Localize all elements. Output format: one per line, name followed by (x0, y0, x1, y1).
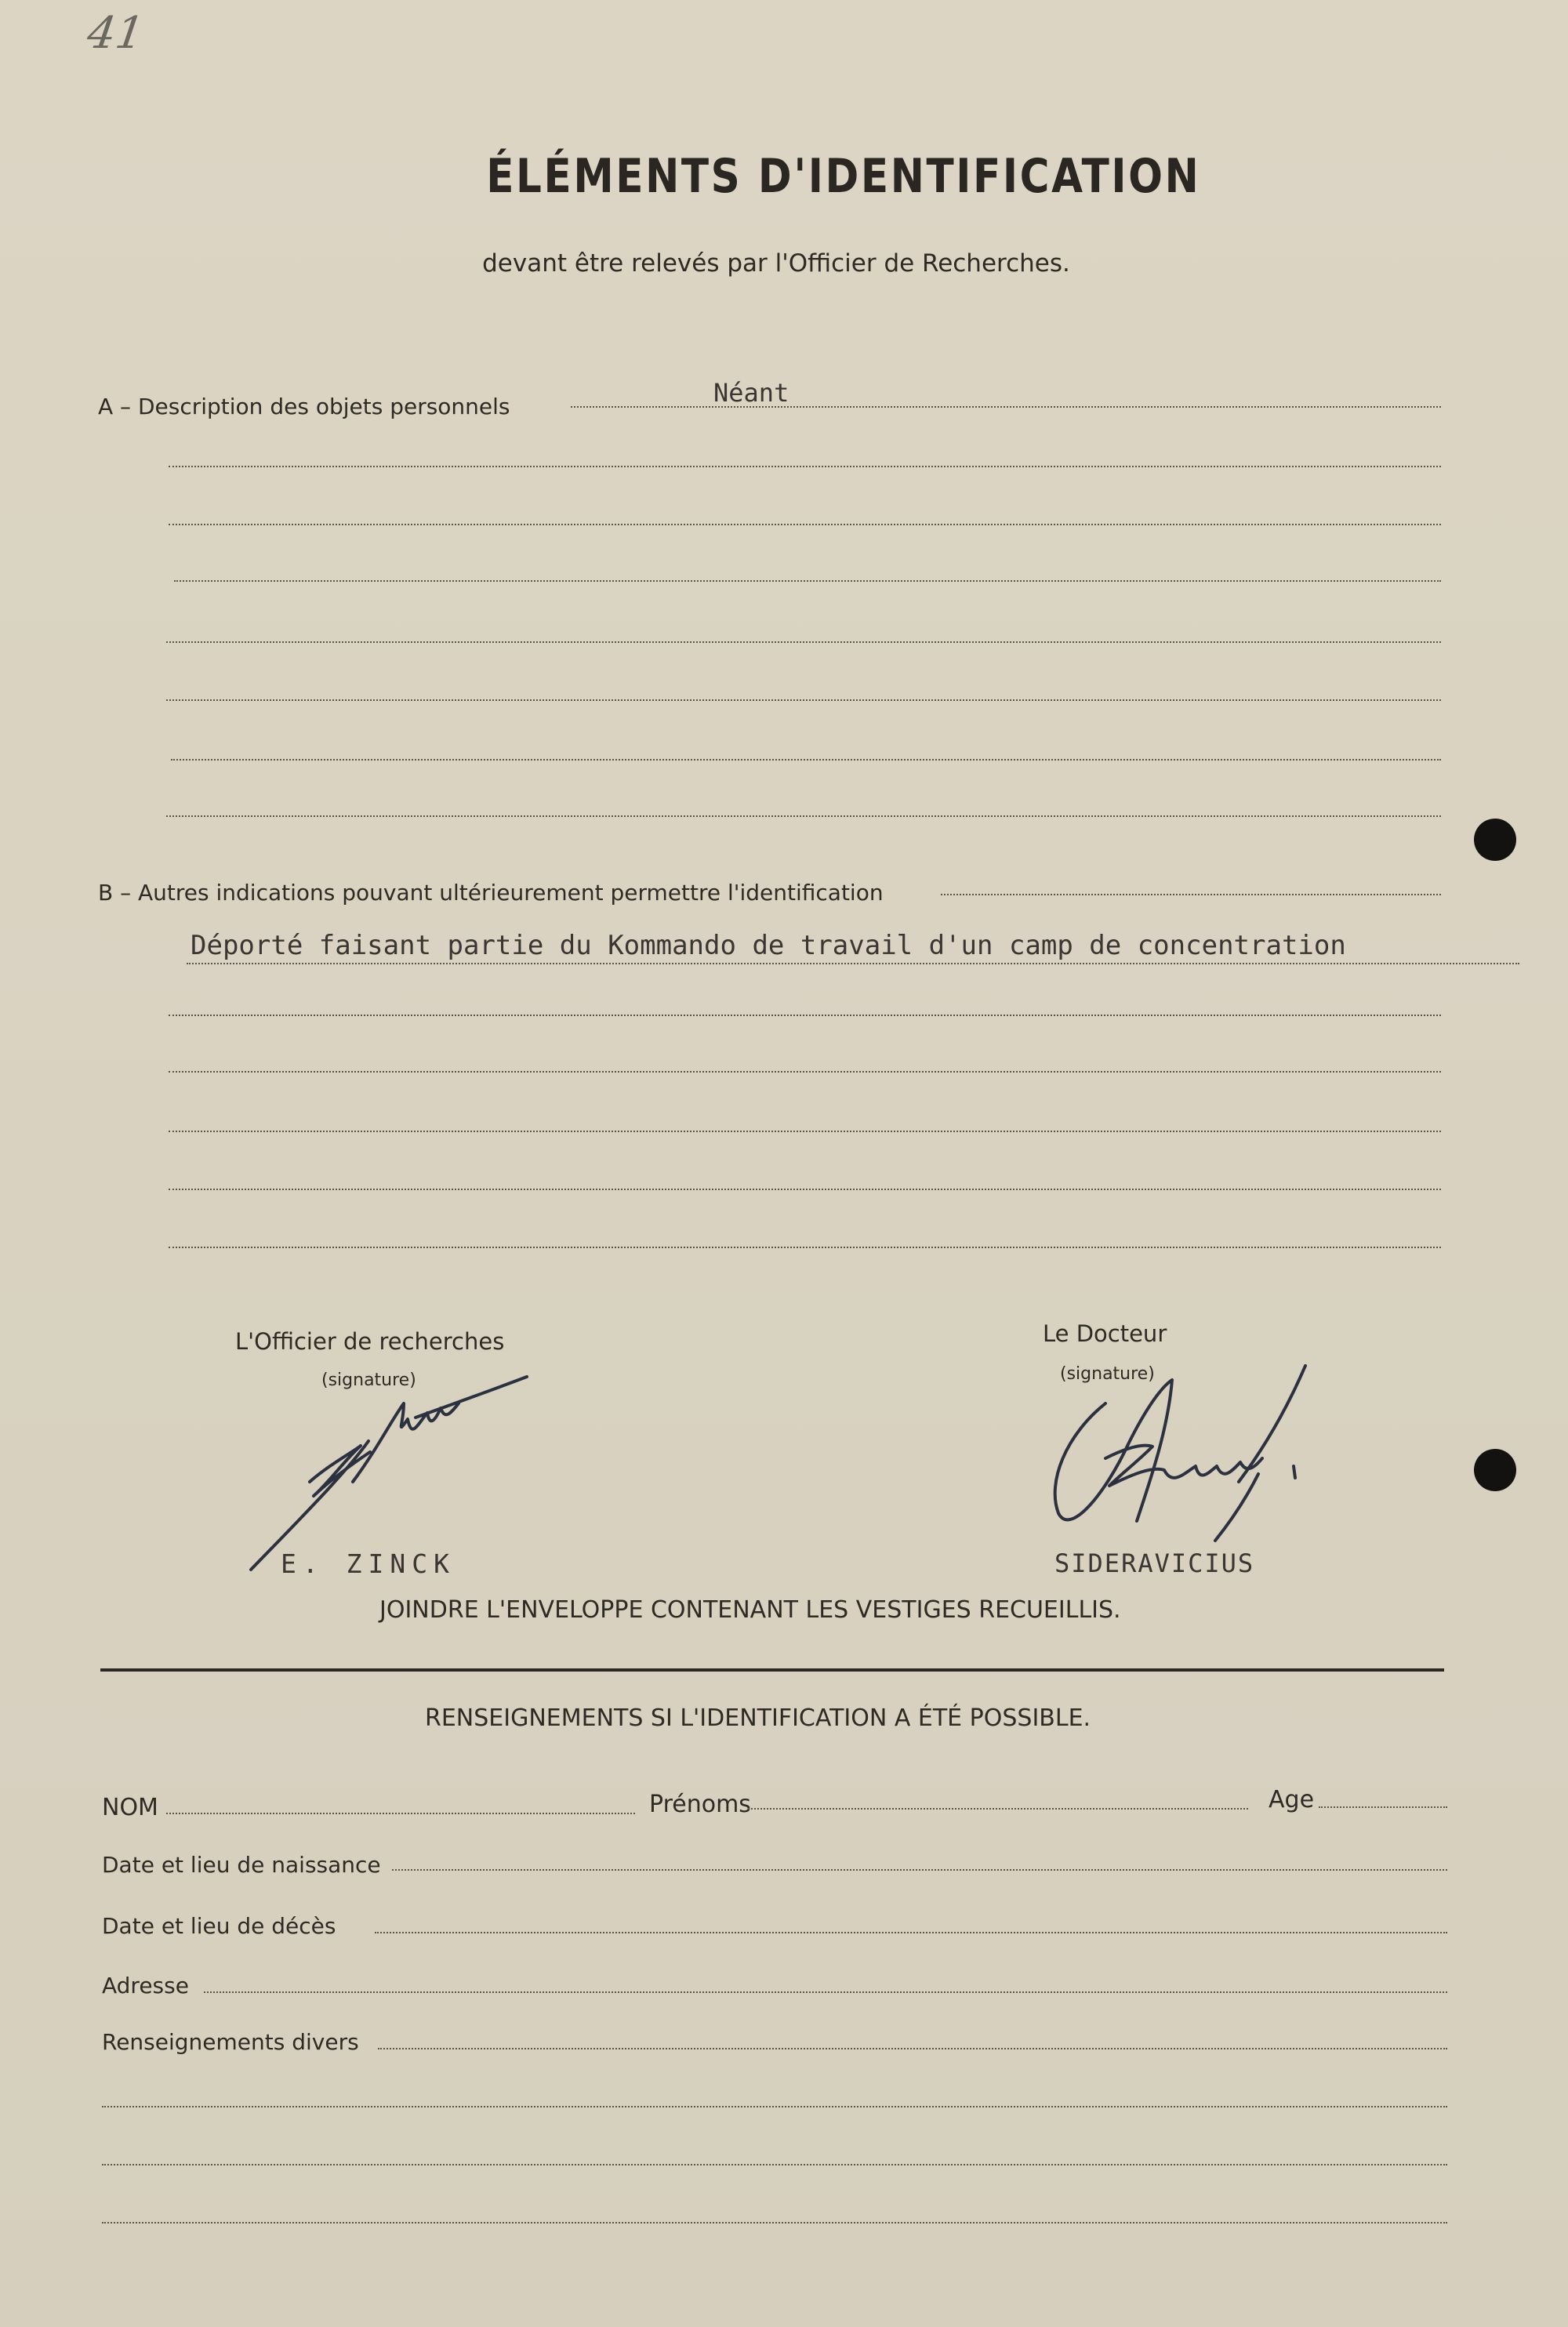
doctor-title: Le Docteur (1043, 1320, 1167, 1347)
adresse-line (204, 1991, 1447, 1993)
divers-line-1 (378, 2048, 1447, 2049)
document-subtitle: devant être relevés par l'Officier de Recherches. (482, 249, 1070, 278)
section-b-line-7 (169, 1247, 1441, 1248)
page-number: 41 (84, 8, 147, 59)
prenoms-label: Prénoms (649, 1791, 751, 1818)
deces-label: Date et lieu de décès (102, 1913, 336, 1939)
section-a-line-2 (169, 466, 1441, 467)
age-label: Age (1269, 1786, 1315, 1813)
section-a-line-5 (166, 641, 1441, 643)
divers-line-3 (102, 2164, 1447, 2165)
section-a-value: Néant (713, 378, 789, 408)
adresse-label: Adresse (102, 1973, 189, 1998)
section-a-line-4 (174, 580, 1441, 582)
divers-line-2 (102, 2106, 1447, 2107)
document-title: ÉLÉMENTS D'IDENTIFICATION (486, 149, 1201, 204)
doctor-name: SIDERAVICIUS (1054, 1548, 1255, 1578)
section-b-value: Déporté faisant partie du Kommando de travail d'un camp de concentration (191, 930, 1346, 961)
divers-label: Renseignements divers (102, 2029, 359, 2055)
section-a-label: A – Description des objets personnels (98, 394, 510, 419)
officer-signature-caption: (signature) (321, 1370, 416, 1390)
section-a-line-8 (166, 815, 1441, 817)
section-separator (100, 1668, 1444, 1672)
punch-hole-top (1474, 819, 1516, 861)
doctor-signature (1035, 1356, 1325, 1568)
section-a-line-1 (571, 406, 1441, 408)
section-b-line-6 (169, 1189, 1441, 1190)
section-a-line-6 (166, 699, 1441, 701)
prenoms-line (748, 1808, 1248, 1810)
section-b-line-2 (187, 963, 1519, 964)
naissance-label: Date et lieu de naissance (102, 1852, 381, 1878)
deces-line (375, 1932, 1447, 1933)
section-a-line-7 (171, 759, 1441, 761)
section-b-line-1 (941, 894, 1441, 895)
section-b-line-3 (169, 1015, 1441, 1016)
divers-line-4 (102, 2222, 1447, 2224)
section-b-label: B – Autres indications pouvant ultérieurement permettre l'identification (98, 880, 884, 906)
age-line (1319, 1806, 1447, 1808)
punch-hole-bottom (1474, 1449, 1516, 1491)
section-b-line-4 (169, 1071, 1441, 1073)
naissance-line (392, 1869, 1447, 1871)
officer-name: E. ZINCK (281, 1548, 456, 1579)
officer-title: L'Officier de recherches (235, 1328, 505, 1355)
envelope-instruction: JOINDRE L'ENVELOPPE CONTENANT LES VESTIGES RECUEILLIS. (379, 1596, 1121, 1624)
nom-label: NOM (102, 1794, 158, 1821)
section-b-line-5 (169, 1131, 1441, 1132)
section-a-line-3 (169, 524, 1441, 525)
nom-line (166, 1813, 635, 1814)
section-c-heading: RENSEIGNEMENTS SI L'IDENTIFICATION A ÉTÉ POSSIBLE. (425, 1704, 1091, 1732)
doctor-signature-caption: (signature) (1060, 1364, 1155, 1384)
